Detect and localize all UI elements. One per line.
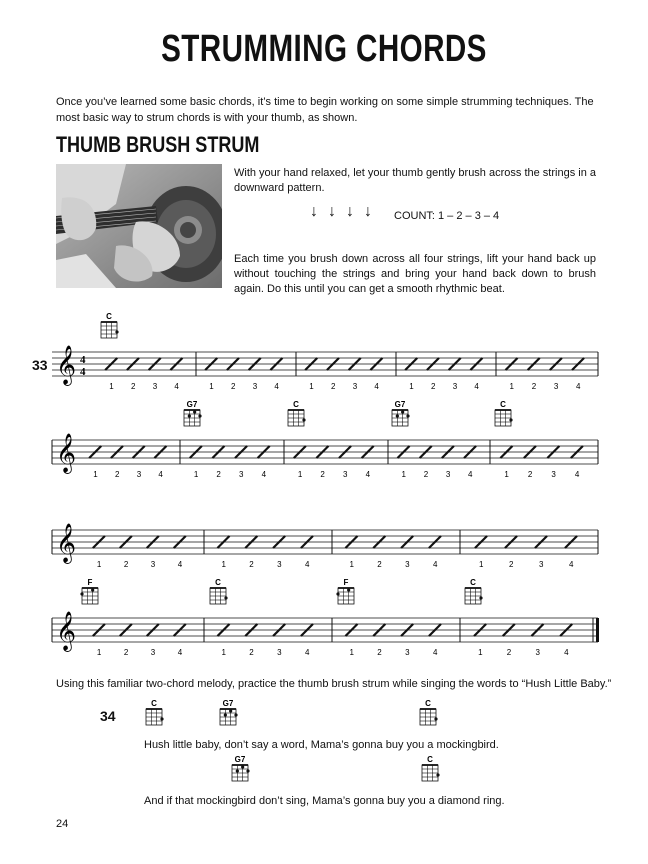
beat-number: 2 — [130, 382, 136, 391]
chord-dot — [246, 769, 249, 772]
beat-number: 1 — [297, 470, 303, 479]
beat-number: 2 — [249, 648, 254, 657]
chord-dot — [115, 330, 118, 333]
beat-number: 3 — [405, 560, 410, 569]
chord-dot — [509, 418, 512, 421]
chord-dot — [302, 418, 305, 421]
exercise-33-number: 33 — [32, 357, 48, 373]
chord-dot — [80, 592, 83, 595]
time-signature-top: 4 — [80, 354, 86, 366]
beat-number: 4 — [177, 648, 183, 657]
chord-dot — [91, 588, 94, 591]
exercise-34-number: 34 — [100, 708, 116, 724]
beat-number: 3 — [152, 382, 158, 391]
beat-number: 4 — [374, 382, 379, 391]
final-barline — [596, 618, 599, 642]
beat-number: 2 — [509, 560, 514, 569]
beat-number: 2 — [114, 470, 120, 479]
beat-number: 1 — [409, 382, 414, 391]
chord-dot — [160, 717, 163, 720]
beat-number: 1 — [221, 648, 226, 657]
beat-number: 3 — [136, 470, 142, 479]
beat-number: 1 — [401, 470, 406, 479]
beat-number: 1 — [509, 382, 514, 391]
beat-number: 4 — [564, 648, 569, 657]
beat-number: 3 — [150, 648, 156, 657]
melody-instructions: Using this familiar two-chord melody, practice the thumb brush strum while singing the words to “Hush Little Baby.” — [56, 678, 612, 690]
chord-name: F — [87, 578, 93, 587]
chord-dot — [193, 410, 196, 413]
beat-number: 4 — [304, 560, 310, 569]
beat-number: 2 — [123, 648, 129, 657]
down-arrow-icon: ↓ — [364, 203, 372, 220]
beat-number: 2 — [377, 648, 382, 657]
chord-name: C — [106, 312, 112, 321]
chord-dot — [188, 414, 191, 417]
beat-number: 4 — [304, 648, 310, 657]
beat-number: 4 — [432, 648, 438, 657]
chord-name: G7 — [186, 400, 198, 409]
chord-name: C — [215, 578, 221, 587]
beat-number: 2 — [377, 560, 382, 569]
beat-number: 4 — [177, 560, 183, 569]
beat-number: 4 — [365, 470, 371, 479]
beat-number: 1 — [504, 470, 509, 479]
chord-dot — [406, 414, 409, 417]
beat-number: 2 — [123, 560, 129, 569]
lyrics-line-1: Hush little baby, don’t say a word, Mama’s gonna buy you a mockingbird. — [144, 739, 499, 751]
beat-number: 4 — [274, 382, 279, 391]
time-signature-bottom: 4 — [80, 366, 86, 378]
treble-clef-icon: 𝄞 — [56, 433, 77, 473]
beat-number: 1 — [479, 560, 484, 569]
beat-number: 2 — [216, 470, 221, 479]
beat-number: 2 — [531, 382, 537, 391]
down-arrow-icon: ↓ — [310, 203, 318, 220]
beat-number: 3 — [535, 648, 540, 657]
chord-dot — [479, 596, 482, 599]
beat-number: 3 — [150, 560, 156, 569]
chord-dot — [236, 769, 239, 772]
treble-clef-icon: 𝄞 — [56, 523, 77, 563]
chord-dot — [436, 773, 439, 776]
beat-number: 3 — [405, 648, 410, 657]
page-number: 24 — [56, 818, 69, 830]
beat-number: 4 — [574, 470, 580, 479]
chord-dot — [198, 414, 201, 417]
chord-dot — [434, 717, 437, 720]
treble-clef-icon: 𝄞 — [56, 611, 77, 651]
chord-dot — [224, 713, 227, 716]
beat-number: 4 — [432, 560, 438, 569]
beat-number: 2 — [320, 470, 325, 479]
treble-clef-icon: 𝄞 — [56, 345, 77, 385]
beat-number: 2 — [230, 382, 236, 391]
beat-number: 2 — [423, 470, 429, 479]
beat-number: 2 — [506, 648, 512, 657]
beat-number: 4 — [474, 382, 479, 391]
chord-name: F — [343, 578, 349, 587]
beat-number: 1 — [349, 648, 354, 657]
chord-name: G7 — [234, 755, 246, 764]
lyrics-line-2: And if that mockingbird don’t sing, Mama’s gonna buy you a diamond ring. — [144, 795, 505, 807]
beat-number: 3 — [452, 382, 458, 391]
beat-number: 4 — [576, 382, 581, 391]
chord-dot — [229, 709, 232, 712]
chord-dot — [401, 410, 404, 413]
chord-name: C — [151, 699, 157, 708]
down-arrow-icon: ↓ — [328, 203, 336, 220]
beat-number: 3 — [277, 648, 282, 657]
beat-number: 3 — [239, 470, 244, 479]
beat-number: 1 — [349, 560, 354, 569]
chord-name: C — [427, 755, 433, 764]
beat-number: 2 — [430, 382, 436, 391]
chord-name: C — [470, 578, 476, 587]
beat-number: 1 — [209, 382, 214, 391]
chord-name: C — [425, 699, 431, 708]
beat-number: 1 — [93, 470, 98, 479]
beat-number: 1 — [478, 648, 483, 657]
beat-number: 3 — [553, 382, 559, 391]
count-label: COUNT: 1 – 2 – 3 – 4 — [394, 210, 500, 222]
instruction-paragraph-1: With your hand relaxed, let your thumb gently brush across the strings in a downward pattern. — [234, 167, 596, 194]
chord-name: C — [293, 400, 299, 409]
instruction-paragraph-2: Each time you brush down across all four strings, lift your hand back up without touching the strings and bring your hand back down to brush again. Do this until you can get a smooth rhythmic beat. — [234, 253, 596, 295]
beat-number: 2 — [330, 382, 336, 391]
beat-number: 2 — [249, 560, 254, 569]
chord-dot — [396, 414, 399, 417]
beat-number: 3 — [352, 382, 358, 391]
chord-name: G7 — [394, 400, 406, 409]
beat-number: 3 — [539, 560, 544, 569]
beat-number: 1 — [96, 560, 102, 569]
beat-number: 3 — [252, 382, 258, 391]
beat-number: 1 — [221, 560, 226, 569]
beat-number: 4 — [174, 382, 179, 391]
down-arrow-icon: ↓ — [346, 203, 354, 220]
beat-number: 2 — [527, 470, 533, 479]
chord-name: G7 — [222, 699, 234, 708]
beat-number: 1 — [96, 648, 102, 657]
chord-dot — [347, 588, 350, 591]
intro-text: Once you’ve learned some basic chords, it’s time to begin working on some simple strumming techniques. The most basic way to strum chords is with your thumb, as shown. — [56, 96, 594, 124]
beat-number: 4 — [261, 470, 267, 479]
beat-number: 1 — [109, 382, 114, 391]
chord-dot — [241, 765, 244, 768]
chord-dot — [336, 592, 339, 595]
beat-number: 3 — [445, 470, 451, 479]
chord-dot — [234, 713, 237, 716]
beat-number: 1 — [309, 382, 314, 391]
page-title: STRUMMING CHORDS — [161, 28, 487, 70]
beat-number: 4 — [569, 560, 574, 569]
chord-dot — [224, 596, 227, 599]
beat-number: 3 — [343, 470, 348, 479]
beat-number: 1 — [193, 470, 199, 479]
beat-number: 3 — [551, 470, 556, 479]
beat-number: 4 — [468, 470, 473, 479]
beat-number: 4 — [158, 470, 163, 479]
chord-name: C — [500, 400, 506, 409]
section-heading: THUMB BRUSH STRUM — [56, 132, 260, 157]
beat-number: 3 — [277, 560, 282, 569]
